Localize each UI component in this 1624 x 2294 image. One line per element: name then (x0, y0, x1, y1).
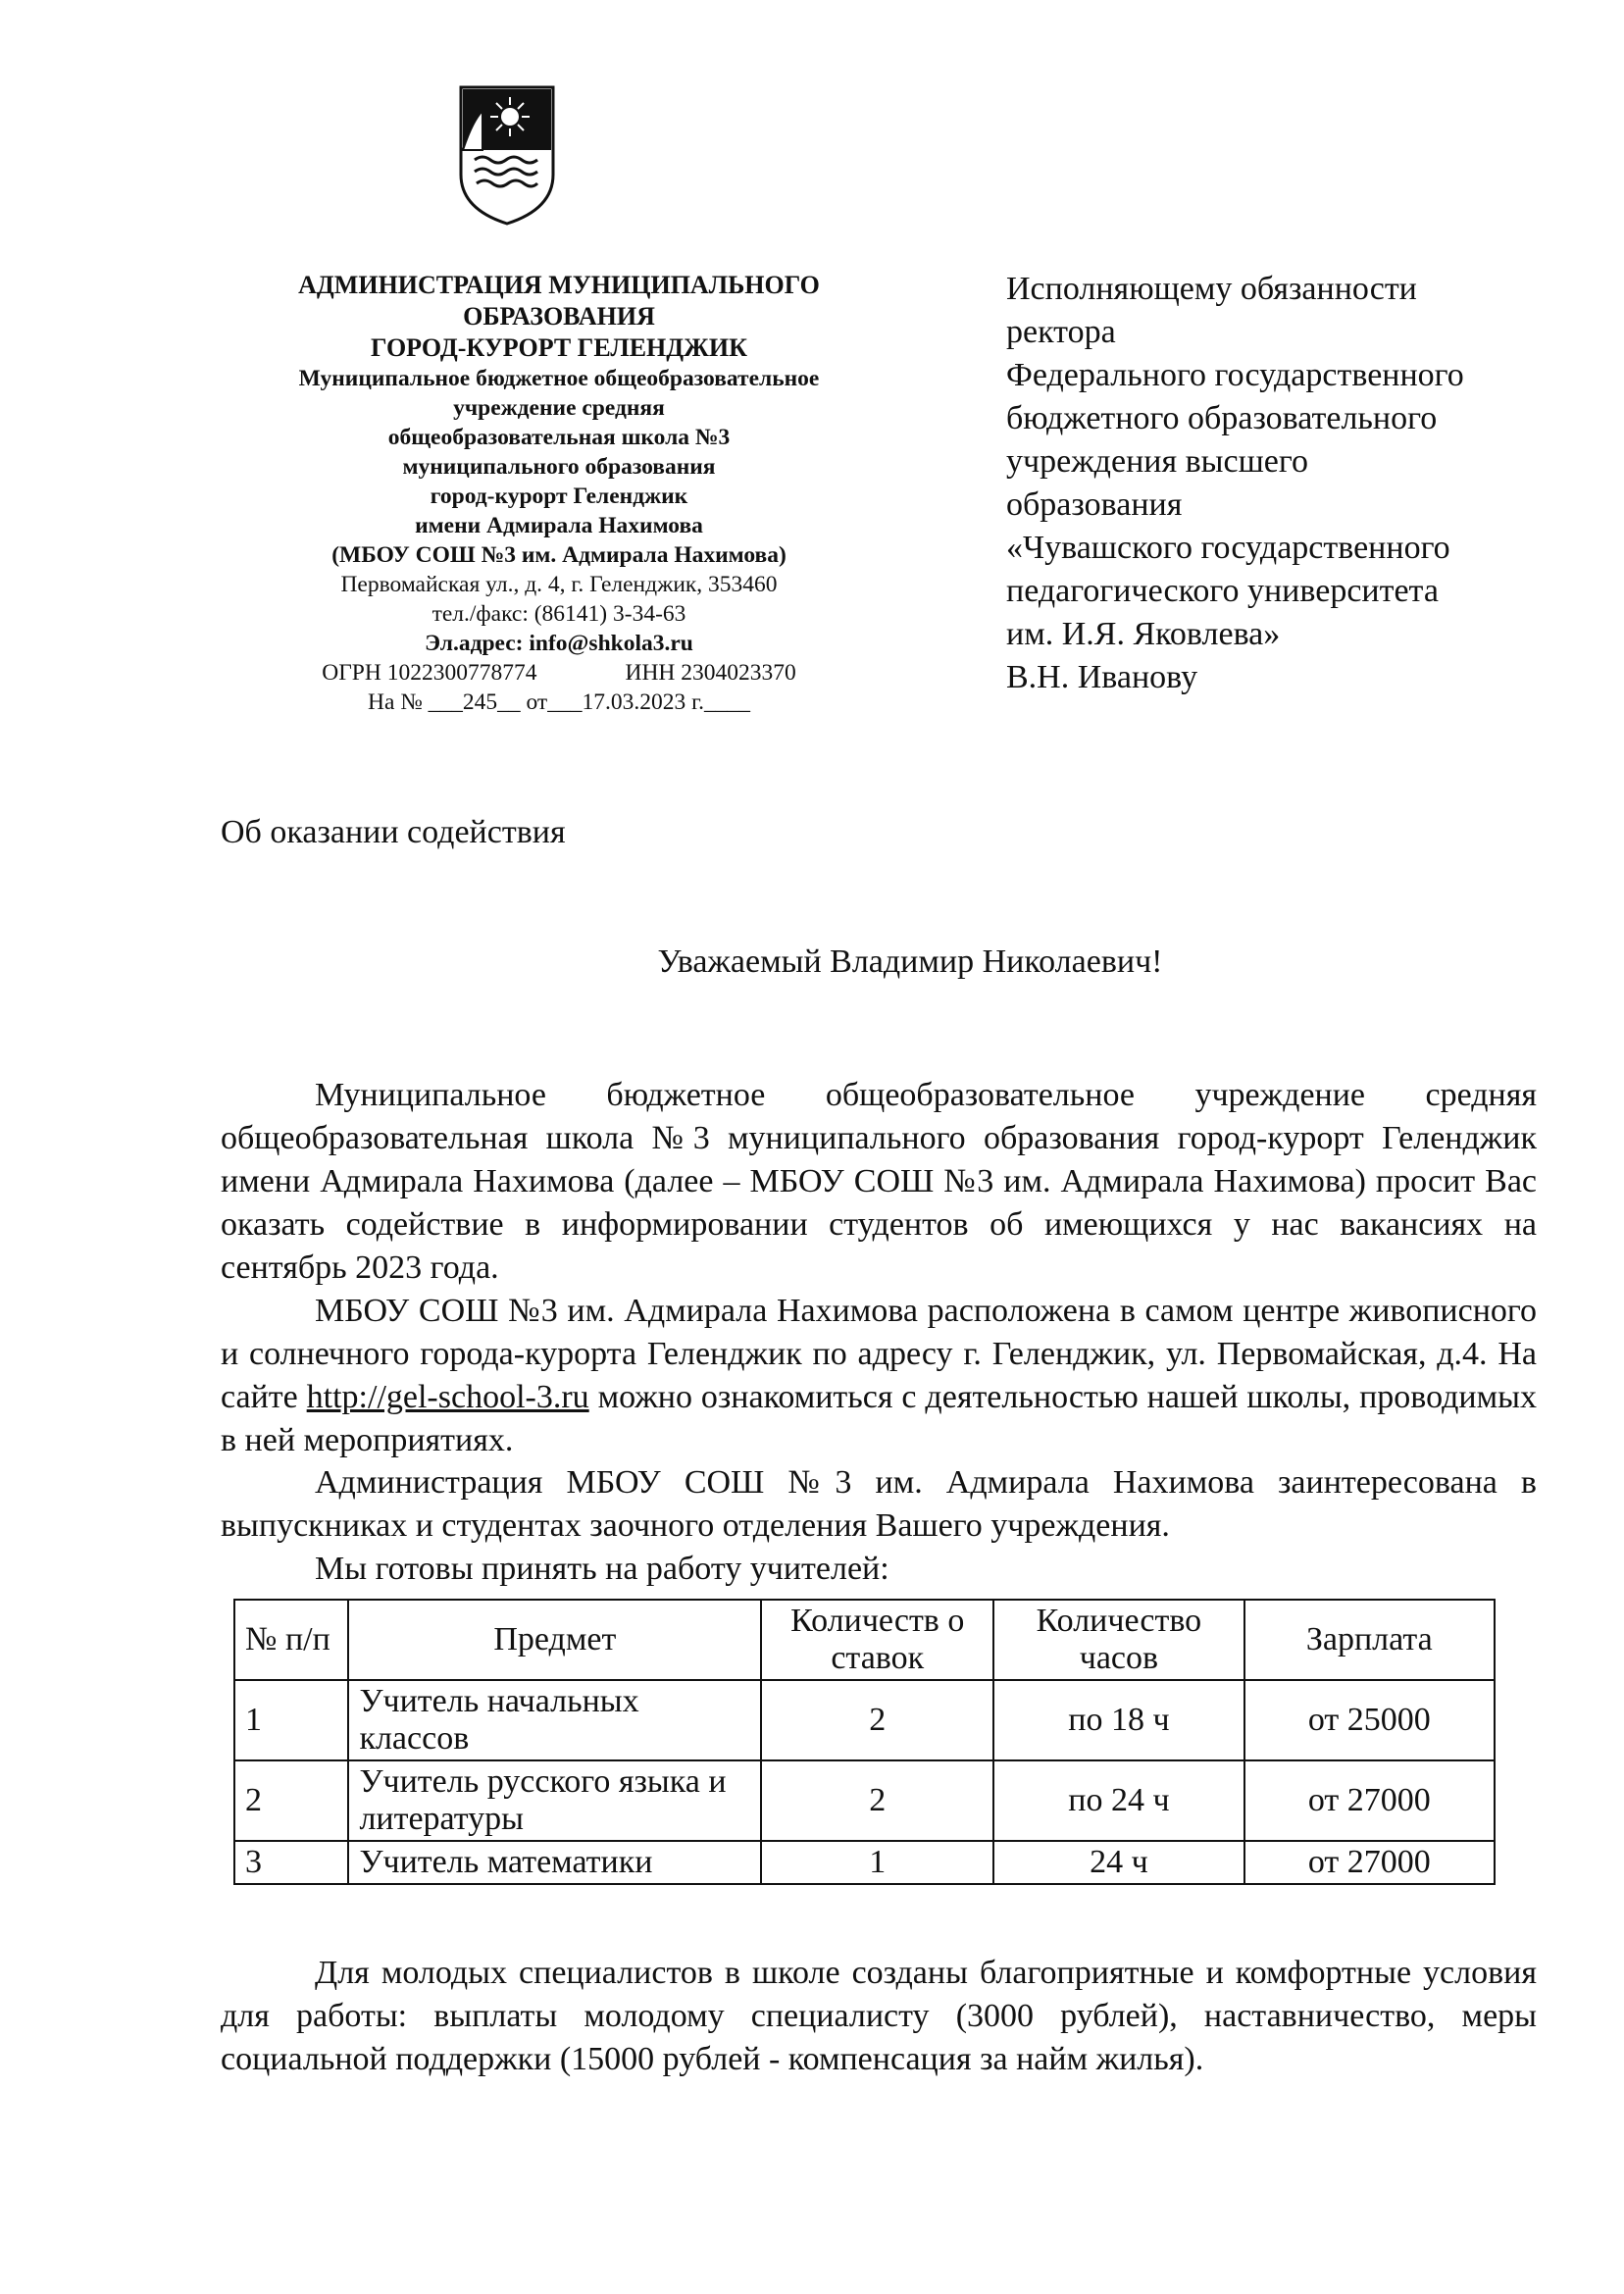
recipient-line: В.Н. Иванову (1006, 659, 1198, 695)
paragraph-location (221, 1290, 1537, 1462)
sender-email: Эл.адрес: info@shkola3.ru (425, 631, 693, 656)
paragraph-table-intro: Мы готовы принять на работу учителей: (315, 1551, 889, 1587)
recipient-line: Федерального государственного (1006, 357, 1464, 393)
paragraph-location-text: МБОУ СОШ №3 им. Адмирала Нахимова расположена в самом центре живописного и солнечного города-курорта Геленджик по адресу г. Геленджик, ул. Первомайская, д.4. На сайте (221, 1293, 1537, 1415)
header-salary: Зарплата (1244, 1600, 1495, 1680)
recipient-line: педагогического университета (1006, 573, 1439, 609)
school-name-line: город-курорт Геленджик (430, 484, 688, 509)
sender-inn: ИНН 2304023370 (625, 660, 796, 686)
header-hours: Количество часов (993, 1600, 1243, 1680)
table-header-row (234, 1600, 1495, 1680)
sender-block (221, 270, 897, 717)
row-rates: 1 (761, 1841, 993, 1884)
school-name-line: учреждение средняя (453, 395, 665, 421)
row-subject: Учитель русского языка и литературы (348, 1760, 761, 1841)
row-num: 3 (234, 1841, 348, 1884)
school-website-link[interactable]: http://gel-school-3.ru (306, 1379, 589, 1415)
row-rates: 2 (761, 1760, 993, 1841)
recipient-line: бюджетного образовательного (1006, 400, 1438, 436)
school-name-line: имени Адмирала Нахимова (415, 513, 703, 538)
header-rates: Количеств о ставок (761, 1600, 993, 1680)
recipient-line: образования (1006, 486, 1183, 523)
recipient-line: Исполняющему обязанности (1006, 271, 1417, 307)
city-emblem-icon (453, 81, 561, 229)
sender-phone: тел./факс: (86141) 3-34-63 (431, 601, 686, 627)
letter-subject: Об оказании содействия (221, 814, 566, 850)
paragraph-request: Муниципальное бюджетное общеобразовательное учреждение средняя общеобразовательная школа №3 муниципального образования город-курорт Геленджик имени Адмирала Нахимова (далее – МБОУ СОШ №3 им. Адмирала Нахимова) просит Вас оказать содействие в информировании студентов об имеющихся у нас вакансиях на сентябрь 2023 года. (221, 1077, 1537, 1286)
table-row (234, 1680, 1495, 1760)
paragraph-interest: Администрация МБОУ СОШ №3 им. Адмирала Нахимова заинтересована в выпускниках и студентах заочного отделения Вашего учреждения. (221, 1464, 1537, 1544)
header-num: № п/п (234, 1600, 348, 1680)
row-num: 1 (234, 1680, 348, 1760)
header-subject: Предмет (348, 1600, 761, 1680)
table-row (234, 1760, 1495, 1841)
row-subject: Учитель начальных классов (348, 1680, 761, 1760)
row-salary: от 27000 (1244, 1841, 1495, 1884)
sender-org-line: АДМИНИСТРАЦИЯ МУНИЦИПАЛЬНОГО (298, 271, 820, 299)
sender-registration (221, 658, 897, 688)
school-name-line: общеобразовательная школа №3 (387, 425, 731, 450)
letter-greeting: Уважаемый Владимир Николаевич! (657, 943, 1163, 980)
row-hours: по 24 ч (993, 1760, 1243, 1841)
paragraph-benefits: Для молодых специалистов в школе созданы благоприятные и комфортные условия для работы: выплаты молодому специалисту (3000 рублей), наставничество, меры социальной поддержки (15000 рублей - компенсация за найм жилья). (221, 1955, 1537, 2077)
school-name-line: муниципального образования (402, 454, 716, 480)
sender-ogrn: ОГРН 1022300778774 (322, 660, 537, 686)
row-hours: 24 ч (993, 1841, 1243, 1884)
row-subject: Учитель математики (348, 1841, 761, 1884)
recipient-line: «Чувашского государственного (1006, 530, 1450, 566)
vacancy-table (233, 1599, 1496, 1885)
row-salary: от 27000 (1244, 1760, 1495, 1841)
recipient-line: им. И.Я. Яковлева» (1006, 616, 1281, 652)
paragraph-location-text-end: можно ознакомиться с деятельностью нашей школы, проводимых в ней мероприятиях. (221, 1379, 1537, 1458)
reference-number: На № ___245__ от___17.03.2023 г.____ (368, 689, 750, 715)
sender-org-line: ГОРОД-КУРОРТ ГЕЛЕНДЖИК (371, 333, 747, 362)
school-name-line: Муниципальное бюджетное общеобразовательное (298, 366, 820, 391)
school-name-line: (МБОУ СОШ №3 им. Адмирала Нахимова) (331, 542, 787, 568)
table-row (234, 1841, 1495, 1884)
recipient-line: учреждения высшего (1006, 443, 1308, 480)
row-hours: по 18 ч (993, 1680, 1243, 1760)
row-num: 2 (234, 1760, 348, 1841)
row-salary: от 25000 (1244, 1680, 1495, 1760)
sender-address: Первомайская ул., д. 4, г. Геленджик, 353460 (340, 572, 778, 597)
recipient-line: ректора (1006, 314, 1116, 350)
sender-org-line: ОБРАЗОВАНИЯ (463, 302, 655, 331)
recipient-block (1006, 268, 1595, 699)
row-rates: 2 (761, 1680, 993, 1760)
